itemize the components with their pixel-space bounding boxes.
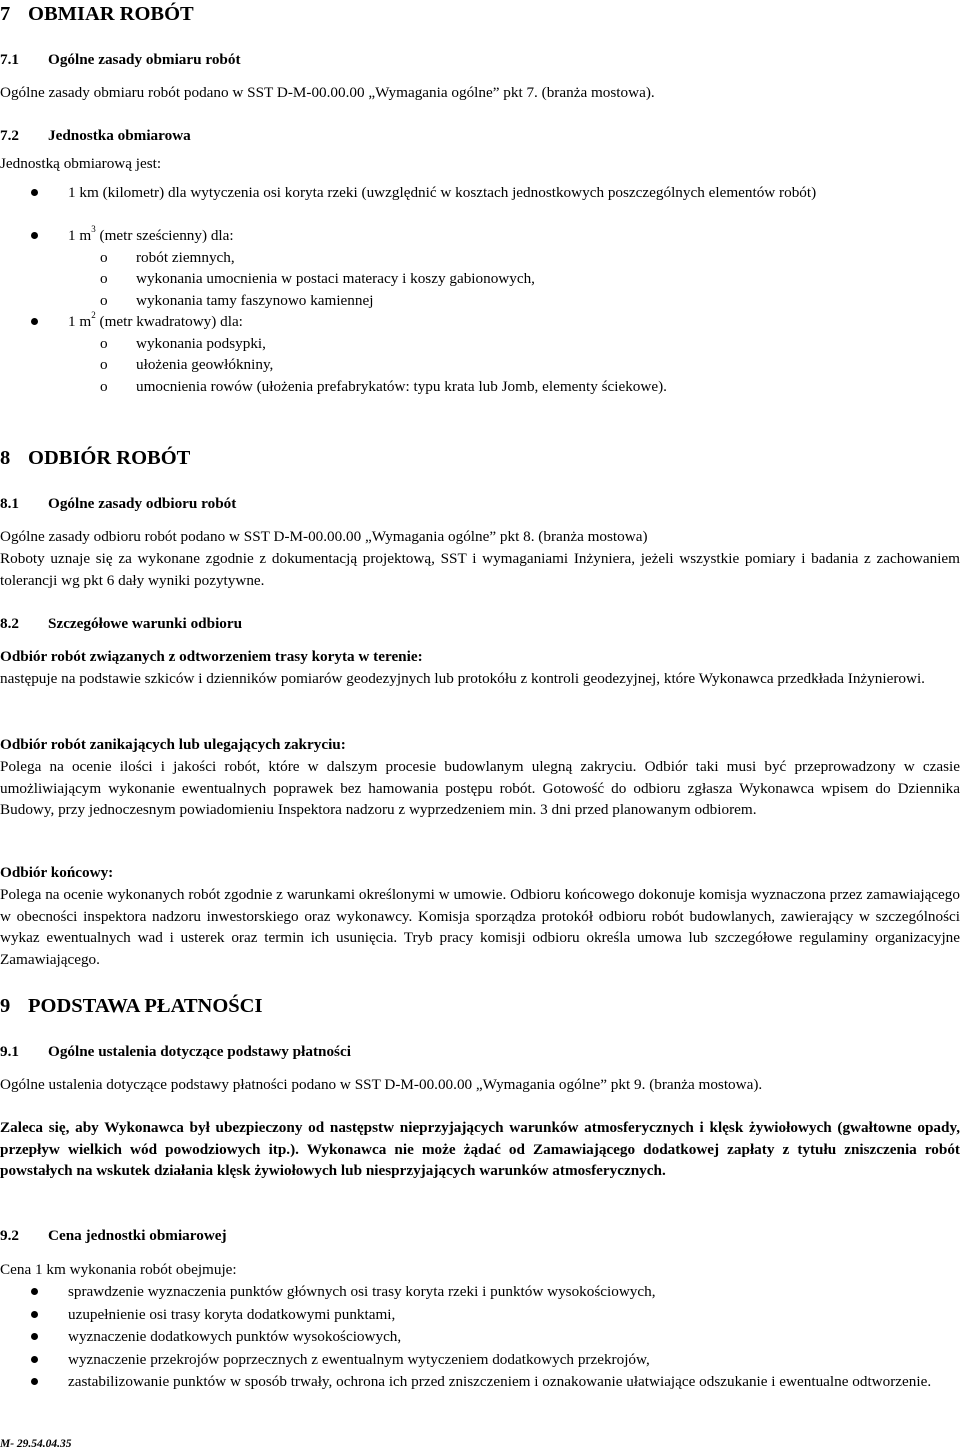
subheading-trasy: Odbiór robót związanych z odtworzeniem trasy koryta w terenie: bbox=[0, 648, 423, 665]
heading-section-9-2 bbox=[0, 1226, 960, 1246]
heading-number: 9 bbox=[0, 995, 11, 1017]
list-item: sprawdzenie wyznaczenia punktów głównych osi trasy koryta rzeki i punktów wysokościowych, bbox=[0, 1281, 960, 1303]
heading-section-8-2 bbox=[0, 614, 960, 634]
paragraph-zakryciu: Polega na ocenie ilości i jakości robót, które w dalszym procesie budowlanym ulegną zakryciu. Odbiór taki musi być przeprowadzony w czasie umożliwiającym wykonanie ewentualnych poprawek bez hamowania postępu robót. Gotowość do odbioru zgłasza Wykonawca wpisem do Dziennika Budowy, przy jednoczesnym powiadomieniu Inspektora nadzoru z wyprzedzeniem min. 3 dni przed planowanym odbiorem. bbox=[0, 758, 960, 818]
heading-title: Cena jednostki obmiarowej bbox=[48, 1227, 227, 1244]
heading-title: Ogólne zasady odbioru robót bbox=[48, 495, 237, 512]
heading-title: Jednostka obmiarowa bbox=[48, 127, 191, 144]
heading-section-7 bbox=[0, 1, 960, 27]
heading-number: 7.2 bbox=[0, 127, 19, 144]
heading-section-8-1 bbox=[0, 494, 960, 514]
heading-section-9 bbox=[0, 993, 960, 1019]
paragraph-9-2-intro: Cena 1 km wykonania robót obejmuje: bbox=[0, 1261, 237, 1278]
sub-list-item: o ułożenia geowłókniny, bbox=[0, 354, 960, 376]
heading-section-7-1 bbox=[0, 50, 960, 70]
list-item: wyznaczenie dodatkowych punktów wysokościowych, bbox=[0, 1326, 960, 1348]
heading-title: OBMIAR ROBÓT bbox=[28, 3, 194, 25]
heading-title: ODBIÓR ROBÓT bbox=[28, 447, 191, 469]
sub-list-item: o wykonania umocnienia w postaci materacy i koszy gabionowych, bbox=[0, 268, 960, 290]
heading-number: 8.1 bbox=[0, 495, 19, 512]
heading-number: 9.1 bbox=[0, 1043, 19, 1060]
list-item: 1 $m^2$ (metr kwadratowy) dla: bbox=[0, 311, 960, 333]
list-item: 1 km (kilometr) dla wytyczenia osi koryta rzeki (uwzględnić w kosztach jednostkowych poszczególnych elementów robót) bbox=[0, 182, 960, 225]
paragraph-7-2-intro: Jednostką obmiarową jest: bbox=[0, 155, 162, 172]
heading-title: Szczegółowe warunki odbioru bbox=[48, 615, 243, 632]
list-item: zastabilizowanie punktów w sposób trwały, ochrona ich przed zniszczeniem i oznakowanie ułatwiające odszukanie i ewentualne odtworzenie. bbox=[0, 1371, 960, 1393]
paragraph-8-1-b: Roboty uznaje się za wykonane zgodnie z dokumentacją projektową, SST i wymaganiami Inżyniera, jeżeli wszystkie pomiary i badania z zachowaniem tolerancji wg pkt 6 dały wyniki pozytywne. bbox=[0, 550, 960, 589]
heading-title: Ogólne ustalenia dotyczące podstawy płatności bbox=[48, 1043, 351, 1060]
paragraph-koncowy: Polega na ocenie wykonanych robót zgodnie z warunkami określonymi w umowie. Odbioru końcowego dokonuje komisja wyznaczona przez zamawiającego w obecności inspektora nadzoru inwestorskiego oraz wykonawcy. Komisja sporządza protokół odbioru robót budowlanych, zawierający w szczególności wykaz ewentualnych wad i usterek oraz termin ich usunięcia. Tryb pracy komisji odbioru określa umowa lub szczegółowe regulaminy organizacyjne Zamawiającego. bbox=[0, 886, 960, 968]
heading-number: 7 bbox=[0, 3, 11, 25]
list-item: 1 $m^3$ (metr sześcienny) dla: bbox=[0, 225, 960, 247]
heading-number: 7.1 bbox=[0, 51, 19, 68]
paragraph-9-1: Ogólne ustalenia dotyczące podstawy płatności podano w SST D-M-00.00.00 „Wymagania ogólne” pkt 9. (branża mostowa). bbox=[0, 1076, 763, 1093]
list-item: wyznaczenie przekrojów poprzecznych z ewentualnym wytyczeniem dodatkowych przekrojów, bbox=[0, 1349, 960, 1371]
heading-section-8 bbox=[0, 445, 960, 471]
paragraph-9-1-insurance: Zaleca się, aby Wykonawca był ubezpieczony od następstw nieprzyjających warunków atmosferycznych i klęsk żywiołowych (gwałtowne opady, przepływ wielkich wód powodziowych itp.). Wykonawca nie może żądać od Zamawiającego dodatkowej zapłaty z tytułu zniszczenia robót powstałych na wskutek działania klęsk żywiołowych lub niesprzyjających warunków atmosferycznych. bbox=[0, 1119, 960, 1179]
price-scope-list bbox=[0, 1281, 960, 1393]
subheading-zakryciu: Odbiór robót zanikających lub ulegających zakryciu: bbox=[0, 736, 346, 753]
list-item: uzupełnienie osi trasy koryta dodatkowymi punktami, bbox=[0, 1304, 960, 1326]
sub-list-item: o robót ziemnych, bbox=[0, 247, 960, 269]
subheading-koncowy: Odbiór końcowy: bbox=[0, 864, 114, 881]
sub-list-item: o umocnienia rowów (ułożenia prefabrykatów: typu krata lub Jomb, elementy ściekowe). bbox=[0, 376, 960, 398]
heading-title: PODSTAWA PŁATNOŚCI bbox=[28, 995, 263, 1017]
heading-number: 9.2 bbox=[0, 1227, 19, 1244]
heading-section-7-2 bbox=[0, 126, 960, 146]
heading-number: 8 bbox=[0, 447, 11, 469]
paragraph-7-1: Ogólne zasady obmiaru robót podano w SST D-M-00.00.00 „Wymagania ogólne” pkt 7. (branża mostowa). bbox=[0, 84, 655, 101]
heading-title: Ogólne zasady obmiaru robót bbox=[48, 51, 241, 68]
unit-list bbox=[0, 182, 960, 397]
heading-number: 8.2 bbox=[0, 615, 19, 632]
page-footer-code: M- 29.54.04.35 bbox=[0, 1438, 72, 1450]
paragraph-trasy: następuje na podstawie szkiców i dzienników pomiarów geodezyjnych lub protokółu z kontroli geodezyjnej, które Wykonawca przedkłada Inżynierowi. bbox=[0, 670, 925, 687]
heading-section-9-1 bbox=[0, 1042, 960, 1062]
sub-list-item: o wykonania tamy faszynowo kamiennej bbox=[0, 290, 960, 312]
paragraph-8-1-a: Ogólne zasady odbioru robót podano w SST D-M-00.00.00 „Wymagania ogólne” pkt 8. (branża mostowa) bbox=[0, 528, 648, 545]
sub-list-item: o wykonania podsypki, bbox=[0, 333, 960, 355]
